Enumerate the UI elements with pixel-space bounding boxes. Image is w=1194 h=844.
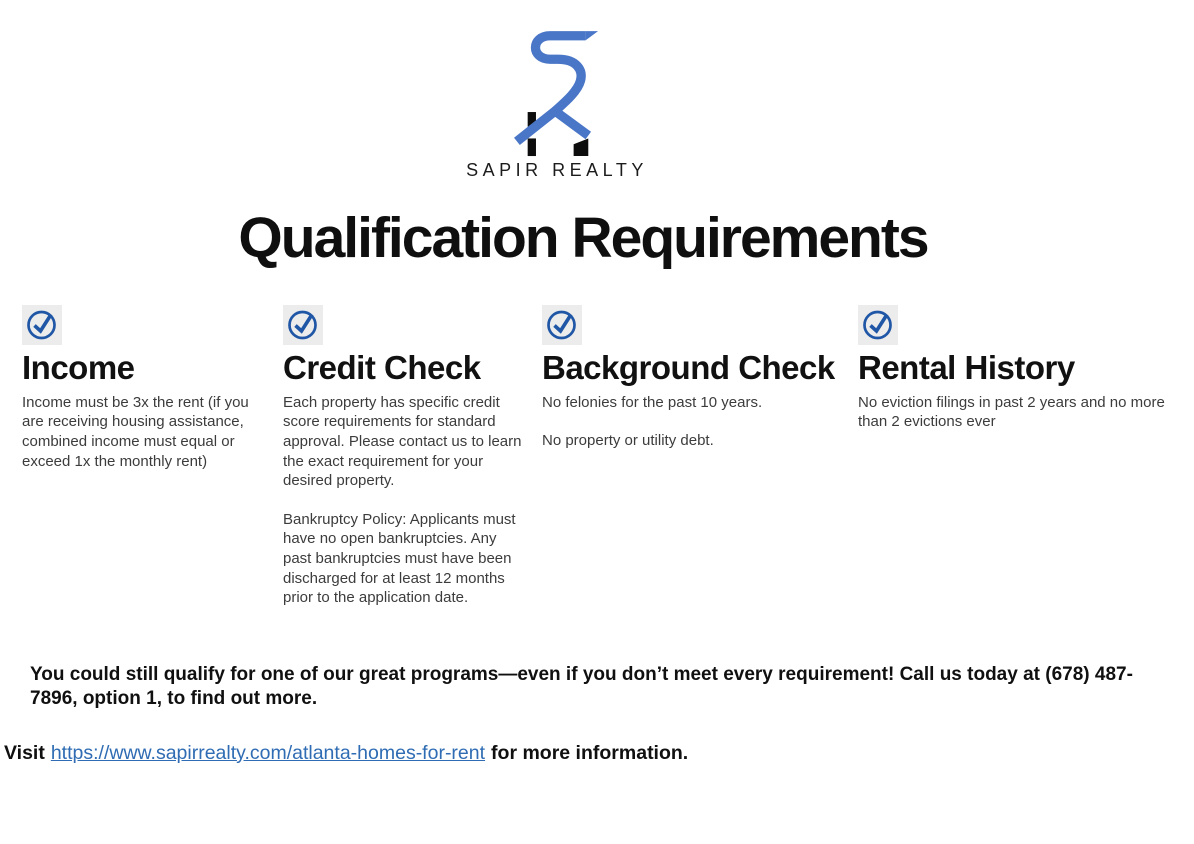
brand-name: SAPIR REALTY [466,160,648,180]
page-title: Qualification Requirements [238,206,928,270]
section-heading: Income [22,348,135,386]
visit-line [4,742,1194,765]
section-background-check [542,305,842,470]
check-circle-icon [858,305,898,345]
section-paragraph: Bankruptcy Policy: Applicants must have no open bankruptcies. Any past bankruptcies must have been discharged for at least 12 months prior to the application date. [283,510,516,607]
section-heading: Rental History [858,348,1075,386]
section-paragraph: Each property has specific credit score requirements for standard approval. Please contact us to learn the exact requirement for your desired property. [283,393,522,490]
section-rental-history [858,305,1180,451]
section-paragraph: Income must be 3x the rent (if you are receiving housing assistance, combined income must equal or exceed 1x the monthly rent) [22,393,249,470]
check-circle-icon [22,305,62,345]
check-circle-icon [542,305,582,345]
section-paragraph: No felonies for the past 10 years. [542,393,763,411]
section-heading: Background Check [542,348,835,386]
requirements-columns [0,305,1194,627]
visit-prefix: Visit [4,741,45,764]
section-income [22,305,272,490]
section-paragraph: No property or utility debt. [542,432,714,450]
qualify-callout-text: You could still qualify for one of our great programs—even if you don’t meet every requirement! Call us today at (678) 487-7896, option 1, to find out more. [30,663,1133,710]
section-heading: Credit Check [283,348,481,386]
section-credit-check [283,305,523,627]
rental-website-link[interactable]: https://www.sapirrealty.com/atlanta-homes-for-rent [50,741,486,764]
visit-suffix: for more information. [491,741,689,764]
header [0,0,1154,181]
section-paragraph: No eviction filings in past 2 years and no more than 2 evictions ever [858,393,1165,431]
check-circle-icon [283,305,323,345]
sr-house-monogram-icon [502,26,612,158]
